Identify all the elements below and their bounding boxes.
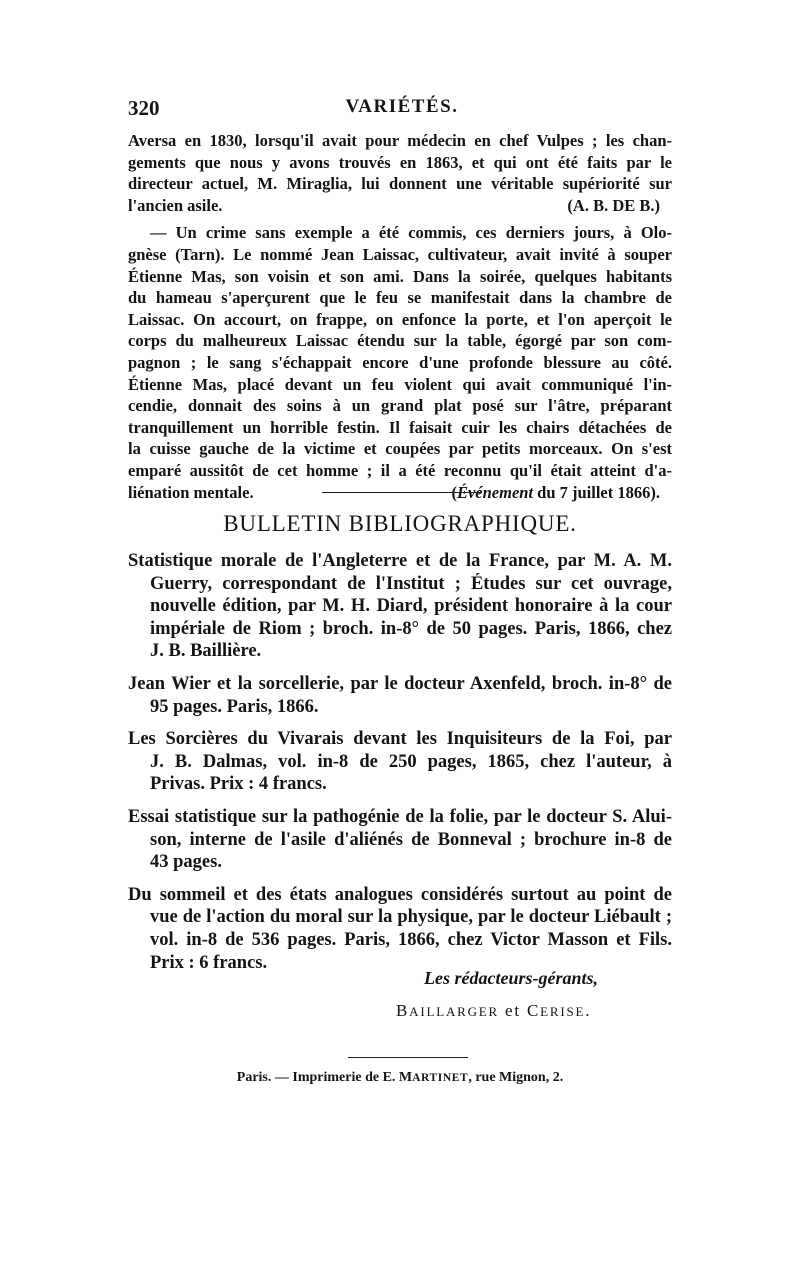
bulletin-title: BULLETIN BIBLIOGRAPHIQUE. xyxy=(223,511,577,536)
running-head xyxy=(128,96,676,126)
text-line: gnèse (Tarn). Le nommé Jean Laissac, cultivateur, avait invité à souper xyxy=(128,244,672,264)
source-title: Événement xyxy=(456,482,534,502)
text-line: la cuisse gauche de la victime et coupées par petits morceaux. On s'est xyxy=(128,439,672,459)
text-line: corps du malheureux Laissac étendu sur la table, égorgé par son com- xyxy=(128,331,672,351)
conjunction: et xyxy=(499,1001,527,1020)
text-line: J. B. Baillière. xyxy=(150,641,262,662)
text-line: Laissac. On accourt, on frappe, on enfonce la porte, et l'on aperçoit le xyxy=(128,309,672,329)
source-date: du 7 juillet 1866). xyxy=(533,482,660,502)
name-initial: B xyxy=(396,1001,410,1020)
text-line: Étienne Mas, son voisin et son ami. Dans la soirée, quelques habitants xyxy=(128,266,672,286)
text-line: son, interne de l'asile d'aliénés de Bonneval ; brochure in-8 de xyxy=(150,829,672,850)
imprint-prefix: Paris. — Imprimerie de E. xyxy=(236,1070,399,1085)
printer-smallcaps: ARTINET xyxy=(412,1072,469,1084)
text-line: Guerry, correspondant de l'Institut ; Études sur cet ouvrage, xyxy=(150,573,672,594)
bibliography-list xyxy=(128,550,672,974)
text-line: 43 pages. xyxy=(150,852,222,873)
name-smallcaps: AILLARGER xyxy=(409,1004,499,1019)
text-line: vol. in-8 de 536 pages. Paris, 1866, chez Victor Masson et Fils. xyxy=(150,929,672,950)
text-line: Statistique morale de l'Angleterre et de la France, par M. A. M. xyxy=(128,551,672,571)
text-fragment: liénation mentale. xyxy=(128,482,254,502)
printer-imprint xyxy=(128,1070,672,1086)
text-line: cendie, donnait des soins à un grand plat posé sur l'âtre, préparant xyxy=(128,396,672,416)
text-line: tranquillement un horrible festin. Il faisait cuir les chairs détachées de xyxy=(128,417,672,437)
source-citation: (Événement du 7 juillet 1866). xyxy=(451,482,660,502)
text-line: emparé aussitôt de cet homme ; il a été reconnu qu'il était atteint d'a- xyxy=(128,460,672,480)
editors-label: Les rédacteurs-gérants, xyxy=(424,968,598,988)
text-line: Jean Wier et la sorcellerie, par le docteur Axenfeld, broch. in-8° de xyxy=(128,673,672,694)
text-line: — Un crime sans exemple a été commis, ces derniers jours, à Olo- xyxy=(150,223,672,243)
imprint-suffix: , rue Mignon, 2. xyxy=(468,1070,564,1085)
text-line: Aversa en 1830, lorsqu'il avait pour médecin en chef Vulpes ; les chan- xyxy=(128,131,672,150)
text-line: nouvelle édition, par M. H. Diard, président honoraire à la cour xyxy=(150,596,672,617)
text-line: directeur actuel, M. Miraglia, lui donnent une véritable supériorité sur xyxy=(128,174,672,194)
footer-divider xyxy=(348,1057,468,1058)
editors-names xyxy=(396,1001,696,1021)
bibliography-entry xyxy=(128,806,672,874)
section-divider xyxy=(322,492,482,493)
text-line: 95 pages. Paris, 1866. xyxy=(150,696,319,717)
text-line: Du sommeil et des états analogues considérés surtout au point de xyxy=(128,884,672,905)
bibliography-entry xyxy=(128,673,672,718)
text-line xyxy=(128,195,672,217)
section-title: VARIÉTÉS. xyxy=(345,96,459,117)
page-number: 320 xyxy=(128,96,160,120)
bibliography-entry xyxy=(128,884,672,974)
text-fragment: l'ancien asile. xyxy=(128,195,223,215)
text-line: Prix : 6 francs. xyxy=(150,952,268,973)
text-line: gements que nous y avons trouvés en 1863, et qui ont été faits par le xyxy=(128,152,672,172)
text-line: Privas. Prix : 4 francs. xyxy=(150,774,327,795)
text-line: impériale de Riom ; broch. in-8° de 50 pages. Paris, 1866, chez xyxy=(150,618,672,639)
text-line: Essai statistique sur la pathogénie de la folie, par le docteur S. Alui- xyxy=(128,806,672,827)
text-line: vue de l'action du moral sur la physique, par le docteur Liébault ; xyxy=(150,907,672,928)
punctuation: . xyxy=(585,1001,592,1020)
bibliography-entry xyxy=(128,550,672,663)
text-line: du hameau s'aperçurent que le feu se manifestait dans la chambre de xyxy=(128,288,672,308)
printer-initial: M xyxy=(398,1070,413,1085)
text-line: J. B. Dalmas, vol. in-8 de 250 pages, 1865, chez l'auteur, à xyxy=(150,751,672,772)
varietes-text xyxy=(128,130,672,503)
text-line: Les Sorcières du Vivarais devant les Inquisiteurs de la Foi, par xyxy=(128,729,672,750)
text-line: Étienne Mas, placé devant un feu violent qui avait communiqué l'in- xyxy=(128,374,672,394)
author-initials: (A. B. DE B.) xyxy=(567,195,660,215)
name-smallcaps: ERISE xyxy=(540,1004,586,1019)
text-line: pagnon ; le sang s'échappait encore d'une profonde blessure au côté. xyxy=(128,352,672,372)
name-initial: C xyxy=(526,1001,541,1020)
bibliography-entry xyxy=(128,728,672,796)
